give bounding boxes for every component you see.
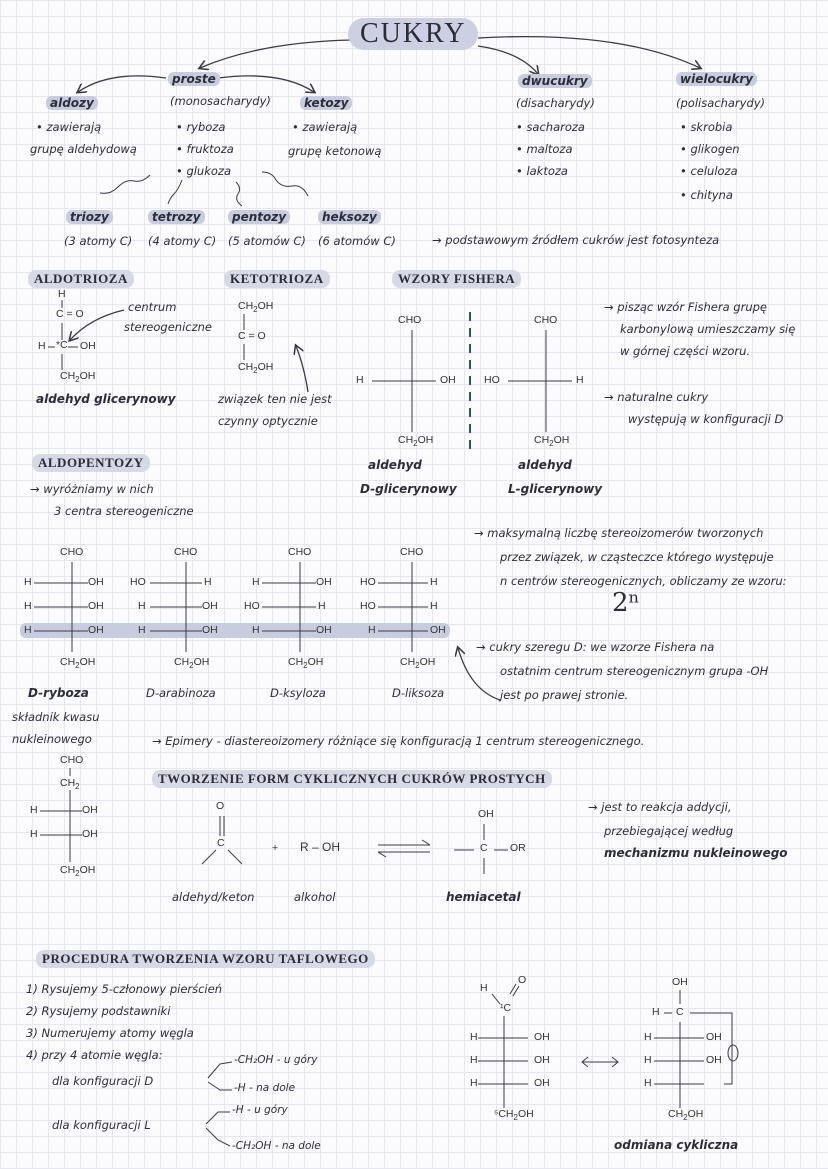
label-tetrozy: tetrozy xyxy=(148,210,205,224)
proc-l-label: dla konfiguracji L xyxy=(52,1118,151,1132)
d-note-1: → cukry szeregu D: we wzorze Fishera na xyxy=(476,640,715,654)
proc-l-bottom: -CH₂OH - na dole xyxy=(232,1140,321,1152)
proc-l-top: -H - u góry xyxy=(232,1104,288,1116)
keto-note-2: czynny optycznie xyxy=(218,414,318,428)
lik-h1: H xyxy=(430,576,438,588)
rib-oh3: OH xyxy=(88,624,104,636)
fisher-l-name-2: L-glicerynowy xyxy=(508,482,603,496)
lik-h3: H xyxy=(368,624,376,636)
ara-oh3: OH xyxy=(202,624,218,636)
name-d-liksoza: D-liksoza xyxy=(392,686,445,700)
aldo-oh: OH xyxy=(80,340,96,352)
fisher-d-cho: CHO xyxy=(398,314,422,326)
aldozy-desc-1: • zawierają xyxy=(36,120,102,134)
page-title: CUKRY xyxy=(348,18,478,50)
fisher-d-oh: OH xyxy=(440,374,456,386)
open-h: H xyxy=(480,982,488,994)
label-dwucukry: dwucukry xyxy=(518,74,592,88)
label-alkohol: alkohol xyxy=(294,890,336,904)
cyc-h4: H xyxy=(644,1077,652,1089)
proc-step-2: 2) Rysujemy podstawniki xyxy=(26,1004,171,1018)
ksy-h3: H xyxy=(252,624,260,636)
label-polisacharydy: (polisacharydy) xyxy=(676,96,766,110)
open-h4: H xyxy=(470,1077,478,1089)
label-triozy: triozy xyxy=(66,210,113,224)
lik-ch2oh: $CH_2OH$ xyxy=(400,656,436,671)
centrum-label-2: stereogeniczne xyxy=(124,320,212,334)
keto-c-o: C = O xyxy=(238,330,266,342)
label-heksozy: heksozy xyxy=(318,210,381,224)
deoxy-h1: H xyxy=(30,804,38,816)
poly-item-3: • celuloza xyxy=(680,164,738,178)
proc-step-1: 1) Rysujemy 5-członowy pierścień xyxy=(26,982,222,996)
fisher-d-name-2: D-glicerynowy xyxy=(360,482,457,496)
wave-pentozy xyxy=(236,182,242,206)
poly-item-1: • skrobia xyxy=(680,120,733,134)
header-procedura: PROCEDURA TWORZENIA WZORU TAFLOWEGO xyxy=(36,950,375,968)
cyc-oh: OH xyxy=(672,976,688,988)
fisher-l-h: H xyxy=(576,374,584,386)
cyc-h1: H xyxy=(652,1006,660,1018)
label-proste: proste xyxy=(168,72,220,86)
fisher-d-ch2oh: $CH_2OH$ xyxy=(398,434,434,449)
aldozy-desc-2: grupę aldehydową xyxy=(30,142,137,156)
aldo-ch2oh: $CH_2OH$ xyxy=(60,370,96,385)
di-item-2: • maltoza xyxy=(516,142,573,156)
proc-d-label: dla konfiguracji D xyxy=(52,1074,154,1088)
cykl-note-3: mechanizmu nukleinowego xyxy=(604,846,788,860)
label-disacharydy: (disacharydy) xyxy=(516,96,595,110)
rib-h1: H xyxy=(24,576,32,588)
rib-oh1: OH xyxy=(88,576,104,588)
fisher-note1-3: w górnej części wzoru. xyxy=(620,344,751,358)
ksy-ch2oh: $CH_2OH$ xyxy=(288,656,324,671)
fisher-d-h: H xyxy=(356,374,364,386)
open-o: O xyxy=(518,974,527,986)
fisher-note1-2: karbonylową umieszczamy się xyxy=(620,322,796,336)
aldo-c: *C xyxy=(56,339,68,351)
hemi-or: OR xyxy=(510,842,526,854)
name-d-ryboza: D-ryboza xyxy=(28,686,89,700)
lik-oh3: OH xyxy=(430,624,446,636)
stereo-note-3: n centrów stereogenicznych, obliczamy ze wzoru: xyxy=(500,574,787,588)
r-oh: R – OH xyxy=(300,840,341,854)
open-oh4: OH xyxy=(534,1077,550,1089)
poly-item-2: • glikogen xyxy=(680,142,740,156)
wave-triozy xyxy=(100,175,150,193)
hemi-oh: OH xyxy=(478,808,494,820)
lik-ho1: HO xyxy=(360,576,376,588)
deoxy-h2: H xyxy=(30,828,38,840)
cyc-c: C xyxy=(676,1006,684,1018)
rib-oh2: OH xyxy=(88,600,104,612)
cyc-oh2: OH xyxy=(706,1031,722,1043)
plus-sign: + xyxy=(272,842,279,854)
ara-ho1: HO xyxy=(130,576,146,588)
name-d-arabinoza: D-arabinoza xyxy=(146,686,216,700)
deoxy-oh1: OH xyxy=(82,804,98,816)
odmiana-cykliczna: odmiana cykliczna xyxy=(614,1138,739,1152)
proc-step-3: 3) Numerujemy atomy węgla xyxy=(26,1026,194,1040)
open-h3: H xyxy=(470,1054,478,1066)
aldotrioza-name: aldehyd glicerynowy xyxy=(36,392,176,406)
carbonyl-c: C xyxy=(217,837,225,849)
ksy-oh3: OH xyxy=(316,624,332,636)
cykl-note-1: → jest to reakcja addycji, xyxy=(588,800,732,814)
epimery-note: → Epimery - diastereoizomery różniące się konfiguracją 1 centrum stereogenicznego. xyxy=(152,734,645,748)
stereo-note-2: przez związek, w cząsteczce którego występuje xyxy=(500,550,774,564)
deoxy-ch2: $CH_2$ xyxy=(60,777,80,792)
label-monosacharydy: (monosacharydy) xyxy=(170,94,271,108)
mono-item-2: • fruktoza xyxy=(176,142,234,156)
cyc-h3: H xyxy=(644,1054,652,1066)
open-oh2: OH xyxy=(534,1031,550,1043)
aldo-h: H xyxy=(58,288,66,300)
poly-item-4: • chityna xyxy=(680,188,733,202)
mono-item-1: • ryboza xyxy=(176,120,226,134)
centrum-label-1: centrum xyxy=(128,300,177,314)
tetrozy-carbon: (4 atomy C) xyxy=(148,234,217,248)
name-d-ksyloza: D-ksyloza xyxy=(270,686,326,700)
ketozy-desc-2: grupę ketonową xyxy=(288,144,382,158)
aldopentozy-note-2: 3 centra stereogeniczne xyxy=(54,504,194,518)
fisher-note1-1: → pisząc wzór Fishera grupę xyxy=(604,300,767,314)
hemi-c: C xyxy=(480,842,488,854)
wave-heksozy xyxy=(262,172,308,196)
cykl-note-2: przebiegającej według xyxy=(604,824,734,838)
carbonyl-o: O xyxy=(216,800,225,812)
aldo-h-left: H xyxy=(38,340,46,352)
fisher-d-name-1: aldehyd xyxy=(368,458,422,472)
mono-item-3: • glukoza xyxy=(176,164,232,178)
aldo-c-o: C = O xyxy=(56,308,84,320)
di-item-1: • sacharoza xyxy=(516,120,585,134)
open-h2: H xyxy=(470,1031,478,1043)
proc-step-4: 4) przy 4 atomie węgla: xyxy=(26,1048,163,1062)
label-ketozy: ketozy xyxy=(300,96,352,110)
ara-h3: H xyxy=(138,624,146,636)
ksy-ho2: HO xyxy=(244,600,260,612)
label-hemiacetal: hemiacetal xyxy=(446,890,521,904)
stereo-formula: 2ⁿ xyxy=(612,588,640,618)
d-note-3: jest po prawej stronie. xyxy=(500,688,629,702)
header-aldopentozy: ALDOPENTOZY xyxy=(32,454,150,472)
rib-h3: H xyxy=(24,624,32,636)
deoxy-cho: CHO xyxy=(60,754,84,766)
keto-ch2oh-top: $CH_2OH$ xyxy=(238,300,274,315)
d-note-2: ostatnim centrum stereogenicznym grupa -OH xyxy=(500,664,769,678)
deoxy-ch2oh: $CH_2OH$ xyxy=(60,864,96,879)
fisher-l-ch2oh: $CH_2OH$ xyxy=(534,434,570,449)
arrow-keto-note xyxy=(296,346,308,392)
ketozy-desc-1: • zawierają xyxy=(292,120,358,134)
stereo-note-1: → maksymalną liczbę stereoizomerów tworzonych xyxy=(474,526,764,540)
ksy-h1: H xyxy=(252,576,260,588)
arrow-title-dwucukry xyxy=(478,46,538,74)
arrow-proste-ketozy xyxy=(218,76,314,92)
proc-d-bottom: -H - na dole xyxy=(234,1082,296,1094)
cyc-ch2oh: $CH_2OH$ xyxy=(668,1108,704,1123)
deoxy-oh2: OH xyxy=(82,828,98,840)
label-aldehyd-keton: aldehyd/keton xyxy=(172,890,255,904)
ksy-oh1: OH xyxy=(316,576,332,588)
ara-h1: H xyxy=(204,576,212,588)
lik-ho2: HO xyxy=(360,600,376,612)
fisher-note2-1: → naturalne cukry xyxy=(604,390,709,404)
arrow-title-proste xyxy=(200,40,352,68)
keto-note-1: związek ten nie jest xyxy=(218,392,332,406)
header-ketotrioza: KETOTRIOZA xyxy=(224,270,330,288)
keto-ch2oh-bottom: $CH_2OH$ xyxy=(238,361,274,376)
header-cykliczne: TWORZENIE FORM CYKLICZNYCH CUKRÓW PROSTYCH xyxy=(152,770,552,788)
open-oh3: OH xyxy=(534,1054,550,1066)
header-aldotrioza: ALDOTRIOZA xyxy=(28,270,134,288)
lik-cho: CHO xyxy=(400,546,424,558)
rib-h2: H xyxy=(24,600,32,612)
di-item-3: • laktoza xyxy=(516,164,568,178)
ryboza-note-2: nukleinowego xyxy=(12,732,92,746)
label-pentozy: pentozy xyxy=(228,210,290,224)
ara-h2: H xyxy=(138,600,146,612)
arrow-d-note xyxy=(458,648,500,700)
cyc-h2: H xyxy=(644,1031,652,1043)
arrow-proste-aldozy xyxy=(78,76,166,92)
ksy-h2: H xyxy=(318,600,326,612)
label-wielocukry: wielocukry xyxy=(676,72,757,86)
proc-d-top: -CH₂OH - u góry xyxy=(234,1054,318,1066)
fisher-note2-2: występują w konfiguracji D xyxy=(628,412,784,426)
rib-cho: CHO xyxy=(60,546,84,558)
fisher-l-name-1: aldehyd xyxy=(518,458,572,472)
ryboza-note-1: składnik kwasu xyxy=(12,710,100,724)
triozy-carbon: (3 atomy C) xyxy=(64,234,133,248)
open-ch2oh: $^5CH_2OH$ xyxy=(494,1108,534,1123)
label-aldozy: aldozy xyxy=(46,96,98,110)
ara-cho: CHO xyxy=(174,546,198,558)
ksy-cho: CHO xyxy=(288,546,312,558)
lik-h2: H xyxy=(430,600,438,612)
ara-oh2: OH xyxy=(202,600,218,612)
fisher-l-cho: CHO xyxy=(534,314,558,326)
heksozy-carbon: (6 atomów C) xyxy=(318,234,396,248)
arrow-title-wielocukry xyxy=(478,37,700,68)
wave-tetrozy xyxy=(168,180,182,204)
header-fisher: WZORY FISHERA xyxy=(392,270,521,288)
pentozy-carbon: (5 atomów C) xyxy=(228,234,306,248)
ara-ch2oh: $CH_2OH$ xyxy=(174,656,210,671)
fisher-l-ho: HO xyxy=(484,374,500,386)
cyc-oh3: OH xyxy=(706,1054,722,1066)
rib-ch2oh: $CH_2OH$ xyxy=(60,656,96,671)
open-c1: ¹C xyxy=(500,1002,512,1014)
fotosynteza-note: → podstawowym źródłem cukrów jest fotosynteza xyxy=(432,233,720,247)
aldopentozy-note-1: → wyróżniamy w nich xyxy=(30,482,154,496)
